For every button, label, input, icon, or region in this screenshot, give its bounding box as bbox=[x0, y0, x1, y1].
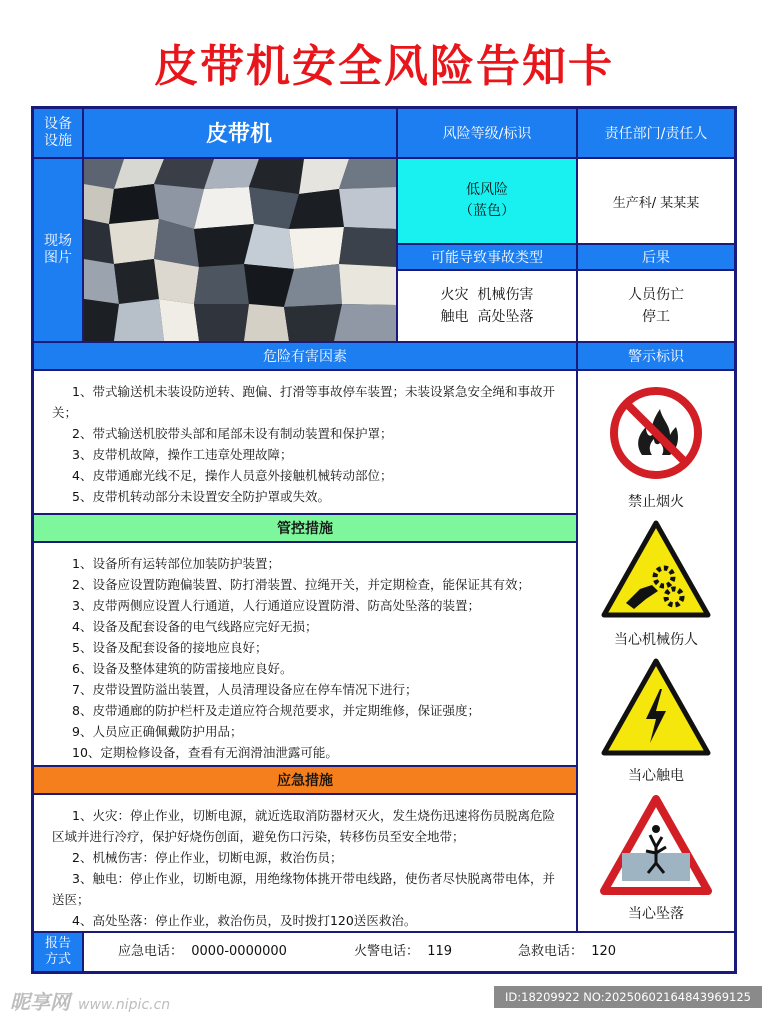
accident-types-cell bbox=[398, 271, 576, 341]
emergency-phone: 应急电话： 0000-0000000 bbox=[118, 944, 287, 959]
consequence-line: 人员伤亡 bbox=[628, 287, 684, 303]
responsible-person: 生产科/ 某某某 bbox=[612, 195, 700, 211]
list-item: 9、人员应正确佩戴防护用品； bbox=[72, 724, 243, 739]
risk-color-note: （蓝色） bbox=[459, 203, 515, 219]
list-item: 1、火灾：停止作业，切断电源，就近选取消防器材灭火，发生烧伤迅速将伤员脱离危险区域并进行冷疗，保护好烧伤创面，避免伤口污染，转移伤员至安全地带； bbox=[52, 808, 555, 844]
responsible-header: 责任部门/责任人 bbox=[578, 109, 734, 157]
list-item: 2、机械伤害：停止作业，切断电源，救治伤员； bbox=[72, 850, 343, 865]
accident-type-line: 火灾 机械伤害 bbox=[440, 287, 534, 303]
sign-label-mechanical: 当心机械伤人 bbox=[614, 632, 698, 648]
consequence-line: 停工 bbox=[642, 309, 670, 325]
mechanical-injury-icon bbox=[600, 519, 712, 619]
hazards-list bbox=[34, 371, 576, 513]
report-label-cell bbox=[34, 933, 82, 971]
equipment-name: 皮带机 bbox=[206, 122, 273, 147]
electric-shock-icon bbox=[600, 657, 712, 757]
watermark-id: ID:18209922 NO:20250602164843969125 bbox=[494, 986, 762, 1008]
risk-level-header: 风险等级/标识 bbox=[398, 109, 576, 157]
risk-card bbox=[31, 106, 737, 974]
consequence-header: 后果 bbox=[578, 245, 734, 269]
fire-phone: 火警电话： 119 bbox=[354, 944, 453, 959]
emergency-list bbox=[34, 795, 576, 931]
risk-level: 低风险 bbox=[466, 182, 508, 198]
controls-list bbox=[34, 543, 576, 765]
consequences-cell bbox=[578, 271, 734, 341]
list-item: 2、设备应设置防跑偏装置、防打滑装置、拉绳开关，并定期检查，能保证其有效； bbox=[72, 577, 530, 592]
no-fire-icon bbox=[608, 385, 704, 481]
list-item: 1、设备所有运转部位加装防护装置； bbox=[72, 556, 280, 571]
site-photo-label-cell bbox=[34, 159, 82, 341]
hazards-header: 危险有害因素 bbox=[34, 343, 576, 369]
responsible-cell bbox=[578, 159, 734, 243]
page-title: 皮带机安全风险告知卡 bbox=[154, 41, 614, 92]
sign-label-electric: 当心触电 bbox=[628, 768, 684, 784]
list-item: 5、设备及配套设备的接地应良好； bbox=[72, 640, 268, 655]
watermark-site bbox=[10, 986, 170, 1015]
list-item: 6、设备及整体建筑的防雷接地应良好。 bbox=[72, 661, 293, 676]
accident-type-line: 触电 高处坠落 bbox=[440, 309, 534, 325]
watermark-site-name: 昵享网 bbox=[10, 990, 70, 1014]
accident-types-header: 可能导致事故类型 bbox=[398, 245, 576, 269]
list-item: 3、皮带两侧应设置人行通道，人行通道应设置防滑、防高处坠落的装置； bbox=[72, 598, 480, 613]
ambulance-phone: 急救电话： 120 bbox=[518, 944, 617, 959]
list-item: 4、高处坠落：停止作业，救治伤员，及时拨打120送医救治。 bbox=[72, 913, 417, 928]
risk-level-cell bbox=[398, 159, 576, 243]
controls-header: 管控措施 bbox=[34, 515, 576, 541]
site-photo-label: 现场图片 bbox=[44, 233, 72, 266]
list-item: 10、定期检修设备，查看有无润滑油泄露可能。 bbox=[72, 745, 338, 760]
warning-signs-panel bbox=[578, 371, 734, 931]
site-photo bbox=[84, 159, 396, 341]
list-item: 3、皮带机故障，操作工违章处理故障； bbox=[72, 447, 293, 462]
mosaic-image bbox=[84, 159, 396, 341]
list-item: 4、皮带通廊光线不足，操作人员意外接触机械转动部位； bbox=[72, 468, 393, 483]
list-item: 5、皮带机转动部分未设置安全防护罩或失效。 bbox=[72, 489, 330, 504]
report-label: 报告方式 bbox=[44, 936, 71, 967]
list-item: 2、带式输送机胶带头部和尾部未设有制动装置和保护罩； bbox=[72, 426, 393, 441]
list-item: 4、设备及配套设备的电气线路应完好无损； bbox=[72, 619, 318, 634]
equipment-label: 设备设施 bbox=[44, 116, 72, 149]
sign-label-no-fire: 禁止烟火 bbox=[628, 494, 684, 510]
list-item: 7、皮带设置防溢出装置，人员清理设备应在停车情况下进行； bbox=[72, 682, 418, 697]
emergency-header: 应急措施 bbox=[34, 767, 576, 793]
warning-signs-header: 警示标识 bbox=[578, 343, 734, 369]
list-item: 1、带式输送机未装设防逆转、跑偏、打滑等事故停车装置；未装设紧急安全绳和事故开关； bbox=[52, 384, 555, 420]
equipment-name-cell bbox=[84, 109, 396, 157]
fall-hazard-icon bbox=[600, 795, 712, 895]
list-item: 3、触电：停止作业，切断电源，用绝缘物体挑开带电线路，使伤者尽快脱离带电体，并送医； bbox=[52, 871, 555, 907]
sign-label-fall: 当心坠落 bbox=[628, 906, 684, 922]
watermark-url: www.nipic.cn bbox=[78, 997, 171, 1013]
list-item: 8、皮带通廊的防护栏杆及走道应符合规范要求，并定期维修，保证强度； bbox=[72, 703, 480, 718]
footer-phones bbox=[84, 933, 734, 971]
equipment-label-cell bbox=[34, 109, 82, 157]
